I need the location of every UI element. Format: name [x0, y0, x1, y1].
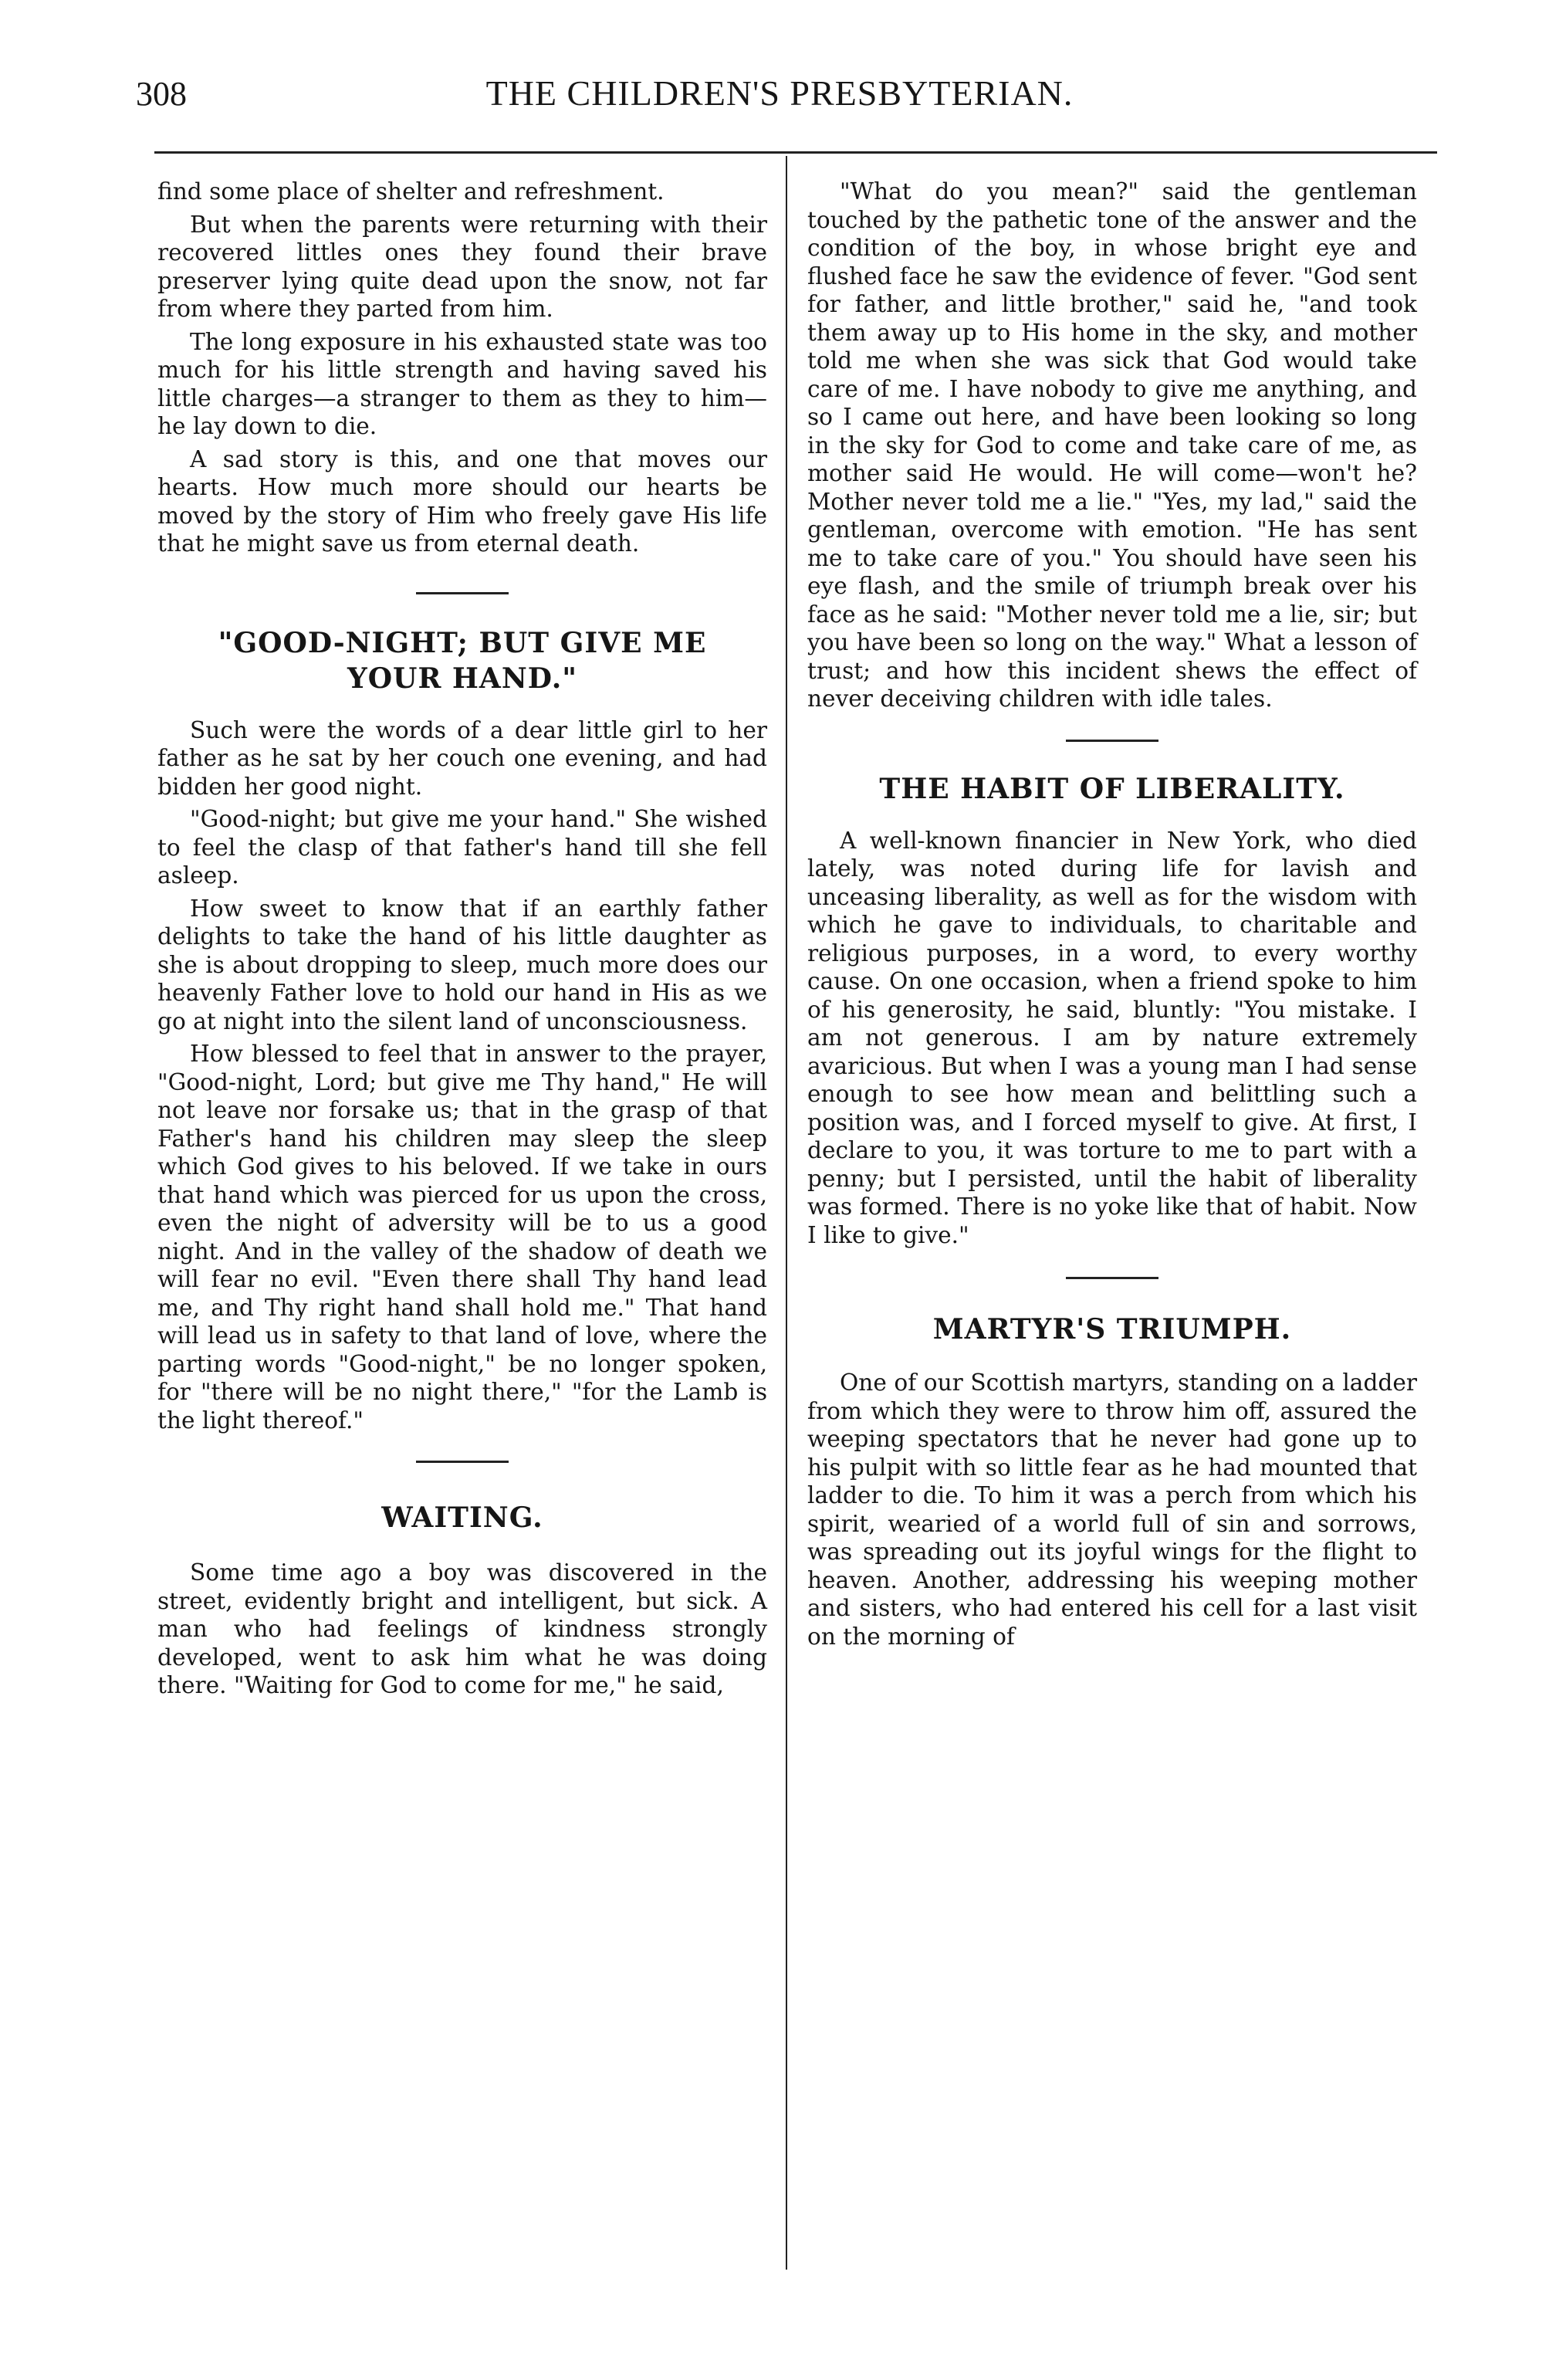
paragraph: A sad story is this, and one that moves our hearts. How much more should our hearts be moved by the story of Him who freely gave His life that he might save us from eternal death. — [157, 445, 767, 557]
paragraph: How blessed to feel that in answer to the prayer, "Good-night, Lord; but give me Thy hand," He will not leave nor forsake us; that in the grasp of that Father's hand his children may sleep the sleep which God gives to his beloved. If we take in ours that hand which was pierced for us upon the cross, even the night of adversity will be to us a good night. And in the valley of the shadow of death we will fear no evil. "Even there shall Thy hand lead me, and Thy right hand shall hold me." That hand will lead us in safety to that land of love, where the parting words "Good-night," be no longer spoken, for "there will be no night there," "for the Lamb is the light thereof." — [157, 1041, 767, 1434]
paragraph: Some time ago a boy was discovered in the street, evidently bright and intelligent, but sick. A man who had feelings of kindness strongly developed, went to ask him what he was doing there. "Waiting for God to come for me," he said, — [157, 1559, 767, 1698]
paragraph: How sweet to know that if an earthly father delights to take the hand of his little daughter as she is about dropping to sleep, much more does our heavenly Father love to hold our hand in His as we go at night into the silent land of unconsciousness. — [157, 895, 767, 1034]
section-separator — [1066, 740, 1158, 742]
left-column — [157, 178, 767, 1705]
section-separator — [416, 592, 509, 594]
section-title-martyrs-triumph: MARTYR'S TRIUMPH. — [932, 1313, 1292, 1346]
paragraph: The long exposure in his exhausted state was too much for his little strength and having saved his little charges—a stranger to them as they to him—he lay down to die. — [157, 328, 767, 439]
header-rule — [154, 151, 1437, 154]
paragraph: "What do you mean?" said the gentleman touched by the pathetic tone of the answer and the condition of the boy, in whose bright eye and flushed face he saw the evidence of fever. "God sent for father, and little brother," said he, "and took them away up to His home in the sky, and mother told me when she was sick that God would take care of me. I have nobody to give me anything, and so I came out here, and have been looking so long in the sky for God to come and take care of me, as mother said He would. He will come—won't he? Mother never told me a lie." "Yes, my lad," said the gentleman, overcome with emotion. "He has sent me to take care of you." You should have seen his eye flash, and the smile of triumph break over his face as he said: "Mother never told me a lie, sir; but you have been so long on the way." What a lesson of trust; and how this incident shews the effect of never deceiving children with idle tales. — [807, 178, 1417, 712]
section-separator — [416, 1461, 509, 1463]
page-header — [116, 71, 1443, 133]
section-title-liberality: THE HABIT OF LIBERALITY. — [879, 772, 1345, 805]
section-title-waiting: WAITING. — [381, 1501, 543, 1534]
paragraph: A well-known financier in New York, who died lately, was noted during life for lavish and unceasing liberality, as well as for the wisdom with which he gave to individuals, to charitable and religious purposes, in a word, to every worthy cause. On one occasion, when a friend spoke to him of his generosity, he said, bluntly: "You mistake. I am not generous. I am by nature extremely avaricious. But when I was a young man I had sense enough to see how mean and belittling such a position was, and I forced myself to give. At first, I declare to you, it was torture to me to part with a penny; but I persisted, until the habit of liberality was formed. There is no yoke like that of habit. Now I like to give." — [807, 827, 1417, 1248]
column-divider — [786, 156, 787, 2270]
page-number: 308 — [136, 75, 187, 113]
paragraph: find some place of shelter and refreshment. — [157, 178, 665, 205]
paragraph: "Good-night; but give me your hand." She wished to feel the clasp of that father's hand till she fell asleep. — [157, 806, 767, 889]
paragraph: But when the parents were returning with their recovered littles ones they found their brave preserver lying quite dead upon the snow, not far from where they parted from him. — [157, 211, 767, 322]
running-title: THE CHILDREN'S PRESBYTERIAN. — [485, 73, 1074, 113]
section-separator — [1066, 1277, 1158, 1279]
section-title-good-night: "GOOD-NIGHT; BUT GIVE ME YOUR HAND." — [218, 626, 707, 695]
right-column — [807, 178, 1417, 1655]
paragraph: One of our Scottish martyrs, standing on a ladder from which they were to throw him off, assured the weeping spectators that he never had gone up to his pulpit with so little fear as he had mounted that ladder to die. To him it was a perch from which his spirit, wearied of a world full of sin and sorrows, was spreading out its joyful wings for the flight to heaven. Another, addressing his weeping mother and sisters, who had entered his cell for a last visit on the morning of — [807, 1369, 1417, 1650]
paragraph: Such were the words of a dear little girl to her father as he sat by her couch one evening, and had bidden her good night. — [157, 716, 767, 800]
